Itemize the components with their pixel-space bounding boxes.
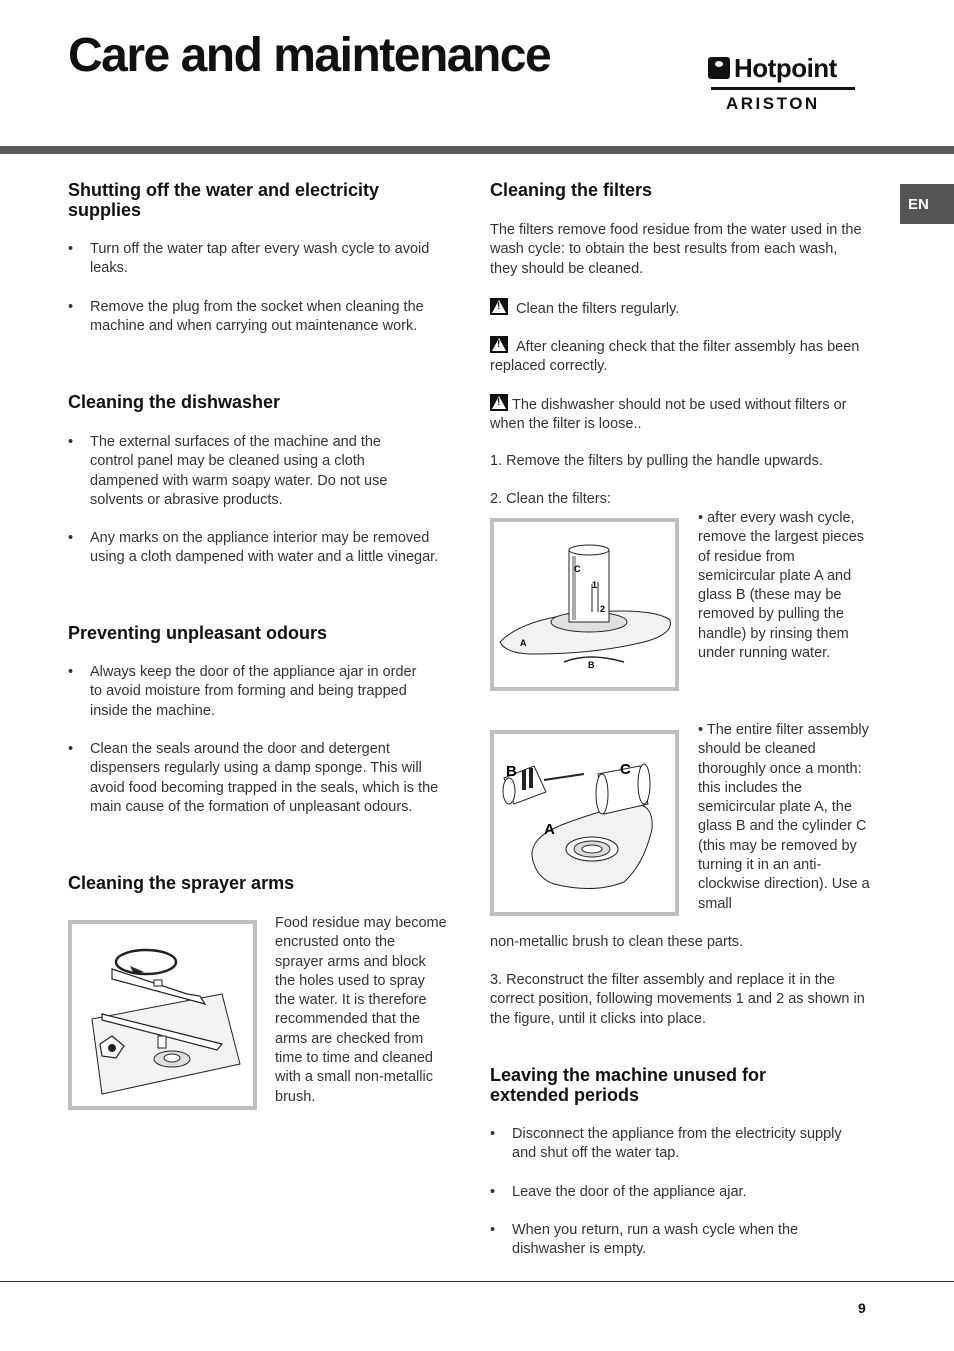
figure-label-c: C	[574, 564, 581, 574]
brand-logo	[708, 52, 858, 114]
warning-text: After cleaning check that the filter assembly has been replaced correctly.	[490, 339, 860, 375]
filter-figure-1-text: • after every wash cycle, remove the largest pieces of residue from semicircular plate A and glass B (these may be removed by pulling the handle) by rinsing them under running water.	[698, 510, 865, 662]
figure-label-a: A	[544, 821, 555, 838]
brand-subname: ARISTON	[726, 94, 820, 113]
sprayer-arms-text: Food residue may become encrusted onto the sprayer arms and block the holes used to spray the water. It is therefore recommended that the arms are checked from time to time and cleaned with a small non-metallic brush.	[275, 915, 447, 1105]
warning-note	[490, 394, 870, 435]
filter-assembly-figure	[490, 730, 679, 916]
list-item: • Clean the seals around the door and detergent dispensers regularly using a damp sponge. This will avoid food becoming trapped in the seals, which is the main cause of the formation of unpleasant odours.	[68, 740, 440, 817]
section-heading-odours: Preventing unpleasant odours	[68, 623, 328, 643]
list-item: • Always keep the door of the appliance ajar in order to avoid moisture from forming and being trapped inside the machine.	[68, 663, 430, 721]
figure-label-b: B	[588, 660, 595, 670]
list-item: • Disconnect the appliance from the electricity supply and shut off the water tap.	[490, 1125, 854, 1164]
step-1: 1. Remove the filters by pulling the handle upwards.	[490, 453, 823, 469]
list-item: • The external surfaces of the machine and the control panel may be cleaned using a cloth dampened with warm soapy water. Do not use solvents or abrasive products.	[68, 433, 428, 510]
step-3: 3. Reconstruct the filter assembly and replace it in the correct position, following movements 1 and 2 as shown in the figure, until it clicks into place.	[490, 972, 865, 1027]
figure-label-2: 2	[600, 604, 606, 614]
header-divider	[0, 146, 954, 154]
warning-icon	[490, 298, 508, 315]
section-heading-cleaning-filters: Cleaning the filters	[490, 180, 653, 200]
list-item: • Remove the plug from the socket when cleaning the machine and when carrying out maintenance work.	[68, 298, 438, 337]
warning-note	[490, 336, 868, 377]
figure-label-b: B	[506, 763, 517, 780]
page-number: 9	[858, 1300, 866, 1316]
section-heading-unused-periods: Leaving the machine unused for extended periods	[490, 1065, 767, 1105]
sprayer-arms-figure	[68, 920, 257, 1110]
language-tab: EN	[900, 184, 954, 224]
page-title: Care and maintenance	[68, 29, 551, 82]
brand-name: Hotpoint	[734, 52, 837, 83]
footer-divider	[0, 1281, 954, 1282]
brand-rule	[711, 87, 855, 90]
figure-label-a: A	[520, 638, 527, 648]
sprayer-arms-illustration	[72, 924, 253, 1106]
list-item: • Turn off the water tap after every wash cycle to avoid leaks.	[68, 240, 430, 279]
list-item: • When you return, run a wash cycle when the dishwasher is empty.	[490, 1221, 854, 1260]
section-heading-sprayer-arms: Cleaning the sprayer arms	[68, 873, 295, 893]
warning-note	[490, 298, 868, 319]
warning-icon	[490, 394, 508, 411]
brand-logo-icon	[708, 57, 730, 79]
figure-label-c: C	[620, 761, 631, 778]
section-heading-shutting-off: Shutting off the water and electricity supplies	[68, 180, 380, 220]
step-2: 2. Clean the filters:	[490, 491, 611, 507]
filter-removal-figure	[490, 518, 679, 691]
section-heading-cleaning-dishwasher: Cleaning the dishwasher	[68, 392, 281, 412]
list-item: • Leave the door of the appliance ajar.	[490, 1183, 854, 1202]
list-item: • Any marks on the appliance interior may be removed using a cloth dampened with water and a little vinegar.	[68, 529, 440, 568]
warning-text: The dishwasher should not be used without filters or when the filter is loose..	[490, 397, 847, 433]
filter-figure-2-text-cont: non-metallic brush to clean these parts.	[490, 934, 744, 950]
filter-figure-2-text: • The entire filter assembly should be cleaned thoroughly once a month: this includes the semicircular plate A, the glass B and the cylinder C (this may be removed by turning it in an anti-clockwise direction). Use a small	[698, 722, 870, 912]
figure-label-1: 1	[592, 580, 598, 590]
filters-intro: The filters remove food residue from the water used in the wash cycle: to obtain the best results from each wash, they should be cleaned.	[490, 222, 862, 277]
warning-text: Clean the filters regularly.	[516, 301, 680, 317]
warning-icon	[490, 336, 508, 353]
